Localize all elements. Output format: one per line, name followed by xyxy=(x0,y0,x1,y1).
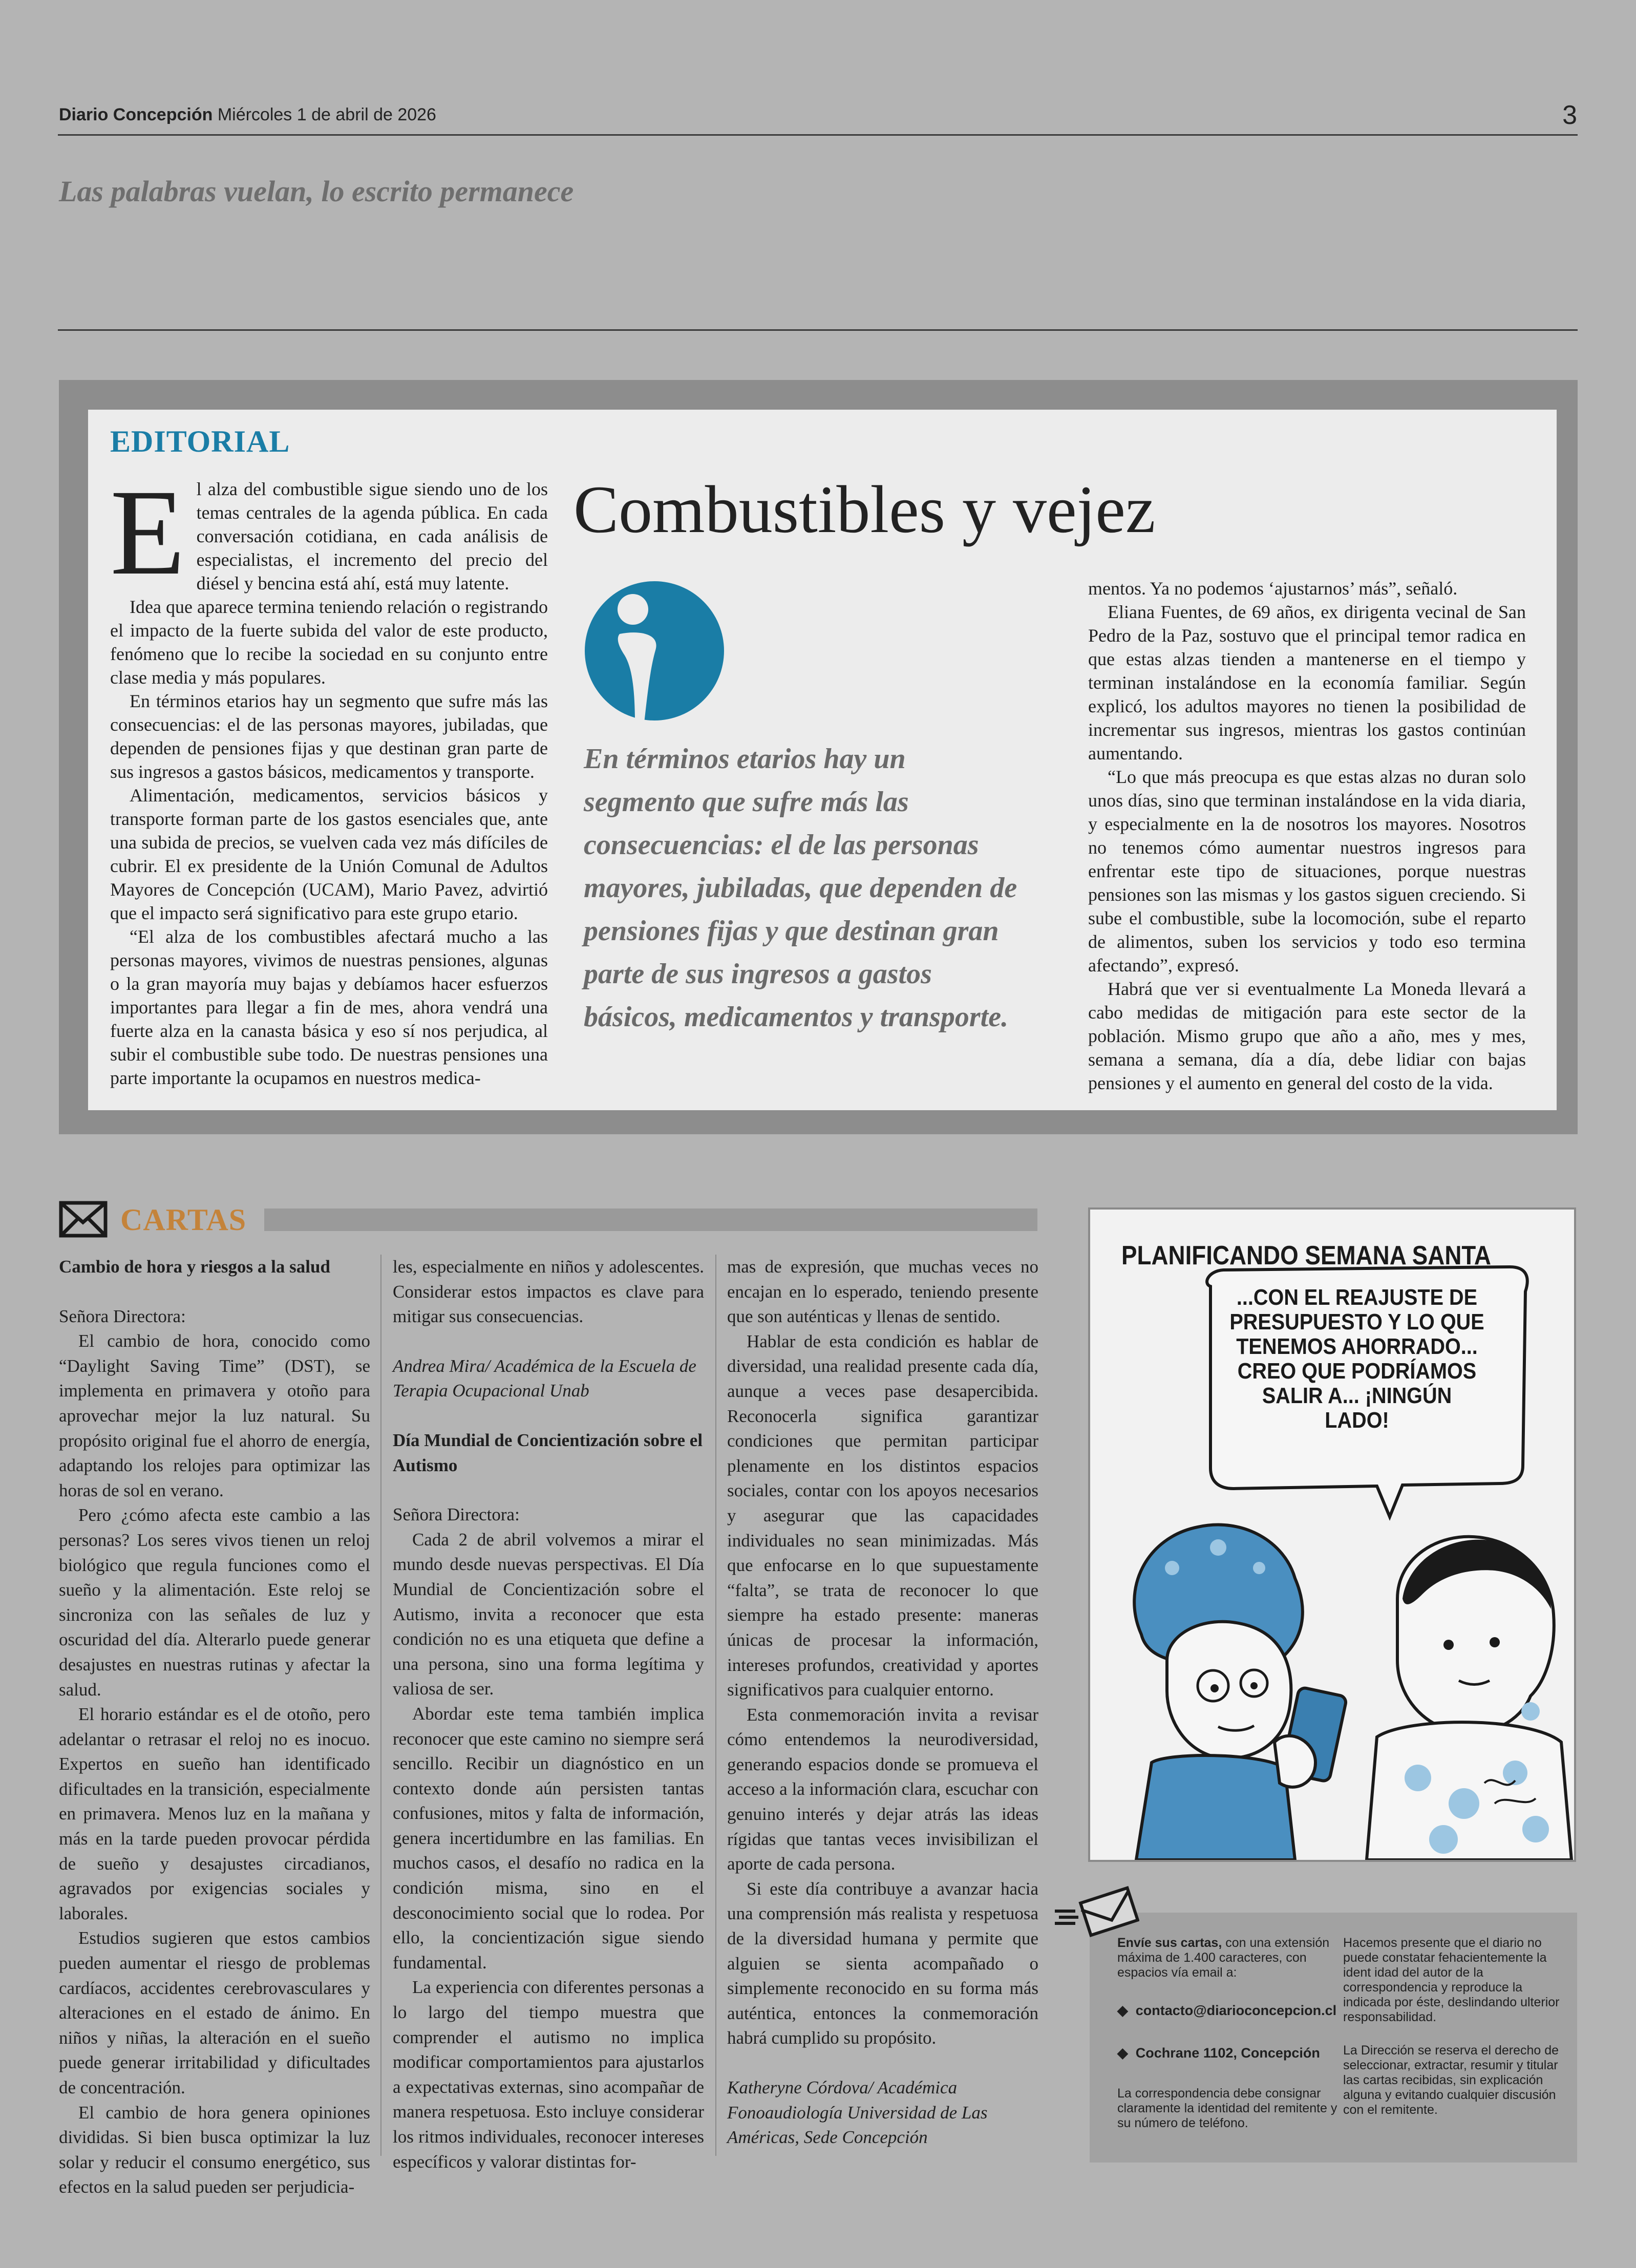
cartas-label: CARTAS xyxy=(120,1203,247,1237)
editorial-paragraph: “El alza de los combustibles afectará mucho a las personas mayores, vivimos de nuestras pensiones, algunas o la gran mayoría muy bajas y debíamos hacer esfuerzos importantes para llegar a fin de mes, ahora vendrá una fuerte alza en la canasta básica y eso sí nos perjudica, al subir el combustible sube todo. De nuestras pensiones una parte importante la ocupamos en nuestros medica- xyxy=(110,926,548,1088)
cartas-column-2 xyxy=(393,1255,704,2174)
editorial-paragraph: En términos etarios hay un segmento que sufre más las consecuencias: el de las personas mayores, jubiladas, que dependen de pensiones fijas y que destinan gran parte de sus ingresos a gastos básicos, medicamentos y transporte. xyxy=(110,691,548,782)
letter-paragraph: Abordar este tema también implica reconocer que este camino no siempre será sencillo. Recibir un diagnóstico en un contexto donde aún persisten tantas confusiones, mitos y falta de información, genera incertidumbre en las familias. En muchos casos, el desafío no radica en la condición misma, sino en el desconocimiento social que lo rodea. Por ello, la concientización sigue siendo fundamental. xyxy=(393,1703,704,1973)
editorial-paragraph: Alimentación, medicamentos, servicios básicos y transporte forman parte de los gastos esenciales que, ante una subida de precios, se vuelven cada vez más difíciles de cubrir. El ex presidente de la Unión Comunal de Adultos Mayores de Concepción (UCAM), Mario Pavez, advirtió que el impacto será significativo para este grupo etario. xyxy=(110,785,548,923)
letter-paragraph: Esta conmemoración invita a revisar cómo entendemos la neurodiversidad, generando espacios donde se promueva el acceso a la información clara, escuchar con genuino interés y dejar atrás las ideas rígidas que tantas veces invisibilizan el aporte de cada persona. xyxy=(727,1704,1038,1874)
editorial-paragraph: Idea que aparece termina teniendo relación o registrando el impacto de la fuerte subida del valor de este producto, fenómeno que lo recibe la sociedad en su conjunto entre clase media y más populares. xyxy=(110,597,548,688)
letter-paragraph: El cambio de hora, conocido como “Daylight Saving Time” (DST), se implementa en primavera y otoño para aprovechar mejor la luz natural. Su propósito original fue el ahorro de energía, adaptando los relojes para optimizar las horas de sol en verano. xyxy=(59,1331,370,1500)
issue-date: Miércoles 1 de abril de 2026 xyxy=(217,105,436,124)
editorial-paragraph: “Lo que más preocupa es que estas alzas no duran solo unos días, sino que terminan instalándose en la vida diaria, y especialmente en la de nosotros los mayores. Nosotros no tenemos cómo aumentar nuestros ingresos para enfrentar este tipo de situaciones, porque nuestras pensiones son las mismas y los gastos siguen creciendo. Si sube el combustible, sube la locomoción, sube el reparto de alimentos, suben los servicios y todo eso termina afectando”, expresó. xyxy=(1088,767,1526,976)
editorial-paragraph: mentos. Ya no podemos ‘ajustarnos’ más”, señaló. xyxy=(1088,578,1458,599)
letter-paragraph: mas de expresión, que muchas veces no encajan en lo esperado, teniendo presente que son auténticas y llenas de sentido. xyxy=(727,1257,1038,1327)
publication-name: Diario Concepción xyxy=(59,105,213,124)
header-rule xyxy=(58,134,1578,136)
editorial-paragraph: Eliana Fuentes, de 69 años, ex dirigenta vecinal de San Pedro de la Paz, sostuvo que el principal temor radica en que estas alzas tienden a mantenerse en el tiempo y terminan instalándose en la economía familiar. Según explicó, los adultos mayores no tienen la posibilidad de incrementar sus ingresos, mientras los gastos continúan aumentando. xyxy=(1088,602,1526,764)
identity-note: La correspondencia debe consignar claramente la identidad del remitente y su número de teléfono. xyxy=(1117,2086,1337,2130)
letter-paragraph: El cambio de hora genera opiniones divididas. Si bien busca optimizar la luz solar y reducir el consumo energético, sus efectos en la salud pueden ser perjudicia- xyxy=(59,2102,370,2197)
cartas-column-1 xyxy=(59,1255,370,2200)
submission-address: ◆ Cochrane 1102, Concepción xyxy=(1117,2045,1320,2061)
cartas-column-3 xyxy=(727,1255,1038,2150)
letter-paragraph: les, especialmente en niños y adolescentes. Considerar estos impactos es clave para mitigar sus consecuencias. xyxy=(393,1257,704,1327)
cartoon-speech-bubble: ...CON EL REAJUSTE DE PRESUPUESTO Y LO QUE TENEMOS AHORRADO... CREO QUE PODRÍAMOS SALIR A... ¡NINGÚN LADO! xyxy=(1229,1285,1484,1433)
letter-salutation: Señora Directora: xyxy=(393,1504,520,1525)
pull-quote: En términos etarios hay un segmento que sufre más las consecuencias: el de las personas mayores, jubiladas, que dependen de pensiones fijas y que destinan gran parte de sus ingresos a gastos básicos, medicamentos y transporte. xyxy=(584,743,1017,1033)
section-motto: Las palabras vuelan, lo escrito permanece xyxy=(59,175,574,208)
letter-paragraph: Cada 2 de abril volvemos a mirar el mundo desde nuevas perspectivas. El Día Mundial de Concientización sobre el Autismo, invita a reconocer que esta condición no es una etiqueta que define a una persona, sino una forma legítima y valiosa de ser. xyxy=(393,1529,704,1699)
editorial-paragraph: Habrá que ver si eventualmente La Moneda llevará a cabo medidas de mitigación para este sector de la población. Mismo grupo que año a año, mes y mes, semana a semana, día a día, debe lidiar con bajas pensiones y el aumento en general del costo de la vida. xyxy=(1088,979,1526,1093)
page-number: 3 xyxy=(1562,100,1577,130)
cartas-bar xyxy=(264,1209,1037,1231)
letter-paragraph: La experiencia con diferentes personas a lo largo del tiempo muestra que comprender el autismo no implica modificar comportamientos para ajustarlos a expectativas externas, sino acompañar de manera respetuosa. Esto incluye considerar los ritmos individuales, reconocer intereses específicos y valorar distintas for- xyxy=(393,1977,704,2172)
letter-signature: Andrea Mira/ Académica de la Escuela de Terapia Ocupacional Unab xyxy=(393,1355,696,1401)
editorial-label: EDITORIAL xyxy=(110,425,290,458)
letter-paragraph: Estudios sugieren que estos cambios pueden aumentar el riesgo de problemas cardíacos, accidentes cerebrovasculares y alteraciones en el estado de ánimo. En niños y niñas, la alteración en el sueño puede generar irritabilidad y dificultades de concentración. xyxy=(59,1928,370,2097)
editorial-title: Combustibles y vejez xyxy=(573,472,1156,547)
send-mail-icon xyxy=(1055,1884,1139,1938)
letter-signature: Katheryne Córdova/ Académica Fonoaudiología Universidad de Las Américas, Sede Concepción xyxy=(727,2078,988,2148)
editorial-column-3 xyxy=(1088,577,1526,1095)
editorial-paragraph: El alza del combustible sigue siendo uno de los temas centrales de la agenda pública. En cada conversación cotidiana, en cada análisis de especialistas, el incremento del precio del diésel y bencina está ahí, está muy latente. xyxy=(110,464,548,600)
drop-cap: E xyxy=(110,464,185,600)
envelope-icon xyxy=(59,1201,108,1238)
letter-paragraph: Si este día contribuye a avanzar hacia una comprensión más realista y respetuosa de la diversidad humana y permite que alguien se sienta acompañado o simplemente reconocido en su forma más auténtica, entonces la conmemoración habrá cumplido su propósito. xyxy=(727,1878,1038,2048)
letter-paragraph: Hablar de esta condición es hablar de diversidad, una realidad presente cada día, aunque a veces pase desapercibida. Reconocerla significa garantizar condiciones que permitan participar plenamente en los distintos espacios sociales, contar con los apoyos necesarios y asegurar que las capacidades individuales no sean minimizadas. Más que enfocarse en lo que supuestamente “falta”, se trata de reconocer lo que siempre ha estado presente: maneras únicas de procesar la información, intereses profundos, creatividad y aportes significativos para cualquier entorno. xyxy=(727,1331,1038,1700)
submission-email[interactable]: ◆ contacto@diarioconcepcion.cl xyxy=(1117,2003,1337,2018)
masthead xyxy=(59,105,436,125)
letter-paragraph: Pero ¿cómo afecta este cambio a las personas? Los seres vivos tienen un reloj biológico que regula funciones como el sueño y la alimentación. Este reloj se sincroniza con las señales de luz y oscuridad del día. Alterarlo puede generar desajustes en nuestras rutinas y afectar la salud. xyxy=(59,1505,370,1700)
column-divider xyxy=(380,1255,381,2156)
info-icon xyxy=(584,579,725,723)
section-rule xyxy=(58,329,1578,331)
cartoon-title: PLANIFICANDO SEMANA SANTA xyxy=(1121,1241,1491,1270)
letter-paragraph: El horario estándar es el de otoño, pero adelantar o retrasar el reloj no es inocuo. Expertos en sueño han identificado dificultades en la transición, especialmente en primavera. Menos luz en la mañana y más en la tarde pueden provocar pérdida de sueño y desajustes circadianos, agravados por exigencias sociales y laborales. xyxy=(59,1704,370,1923)
responsibility-note: Hacemos presente que el diario no puede constatar fehacientemente la ident idad del autor de la correspondencia y reproduce la indicada por éste, deslindando ulterior responsabilidad. xyxy=(1343,1936,1560,2024)
letter-title: Día Mundial de Concientización sobre el Autismo xyxy=(393,1430,703,1475)
letter-salutation: Señora Directora: xyxy=(59,1306,186,1326)
submission-instructions: Envíe sus cartas, con una extensión máxima de 1.400 caracteres, con espacios vía email a: xyxy=(1117,1936,1330,1980)
editorial-column-1 xyxy=(110,464,548,1090)
editorial-rights-note: La Dirección se reserva el derecho de seleccionar, extractar, resumir y titular las cartas recibidas, sin explicación alguna y evitando cualquier discusión con el remitente. xyxy=(1343,2043,1559,2117)
column-divider xyxy=(715,1255,716,2156)
letter-title: Cambio de hora y riesgos a la salud xyxy=(59,1257,330,1277)
